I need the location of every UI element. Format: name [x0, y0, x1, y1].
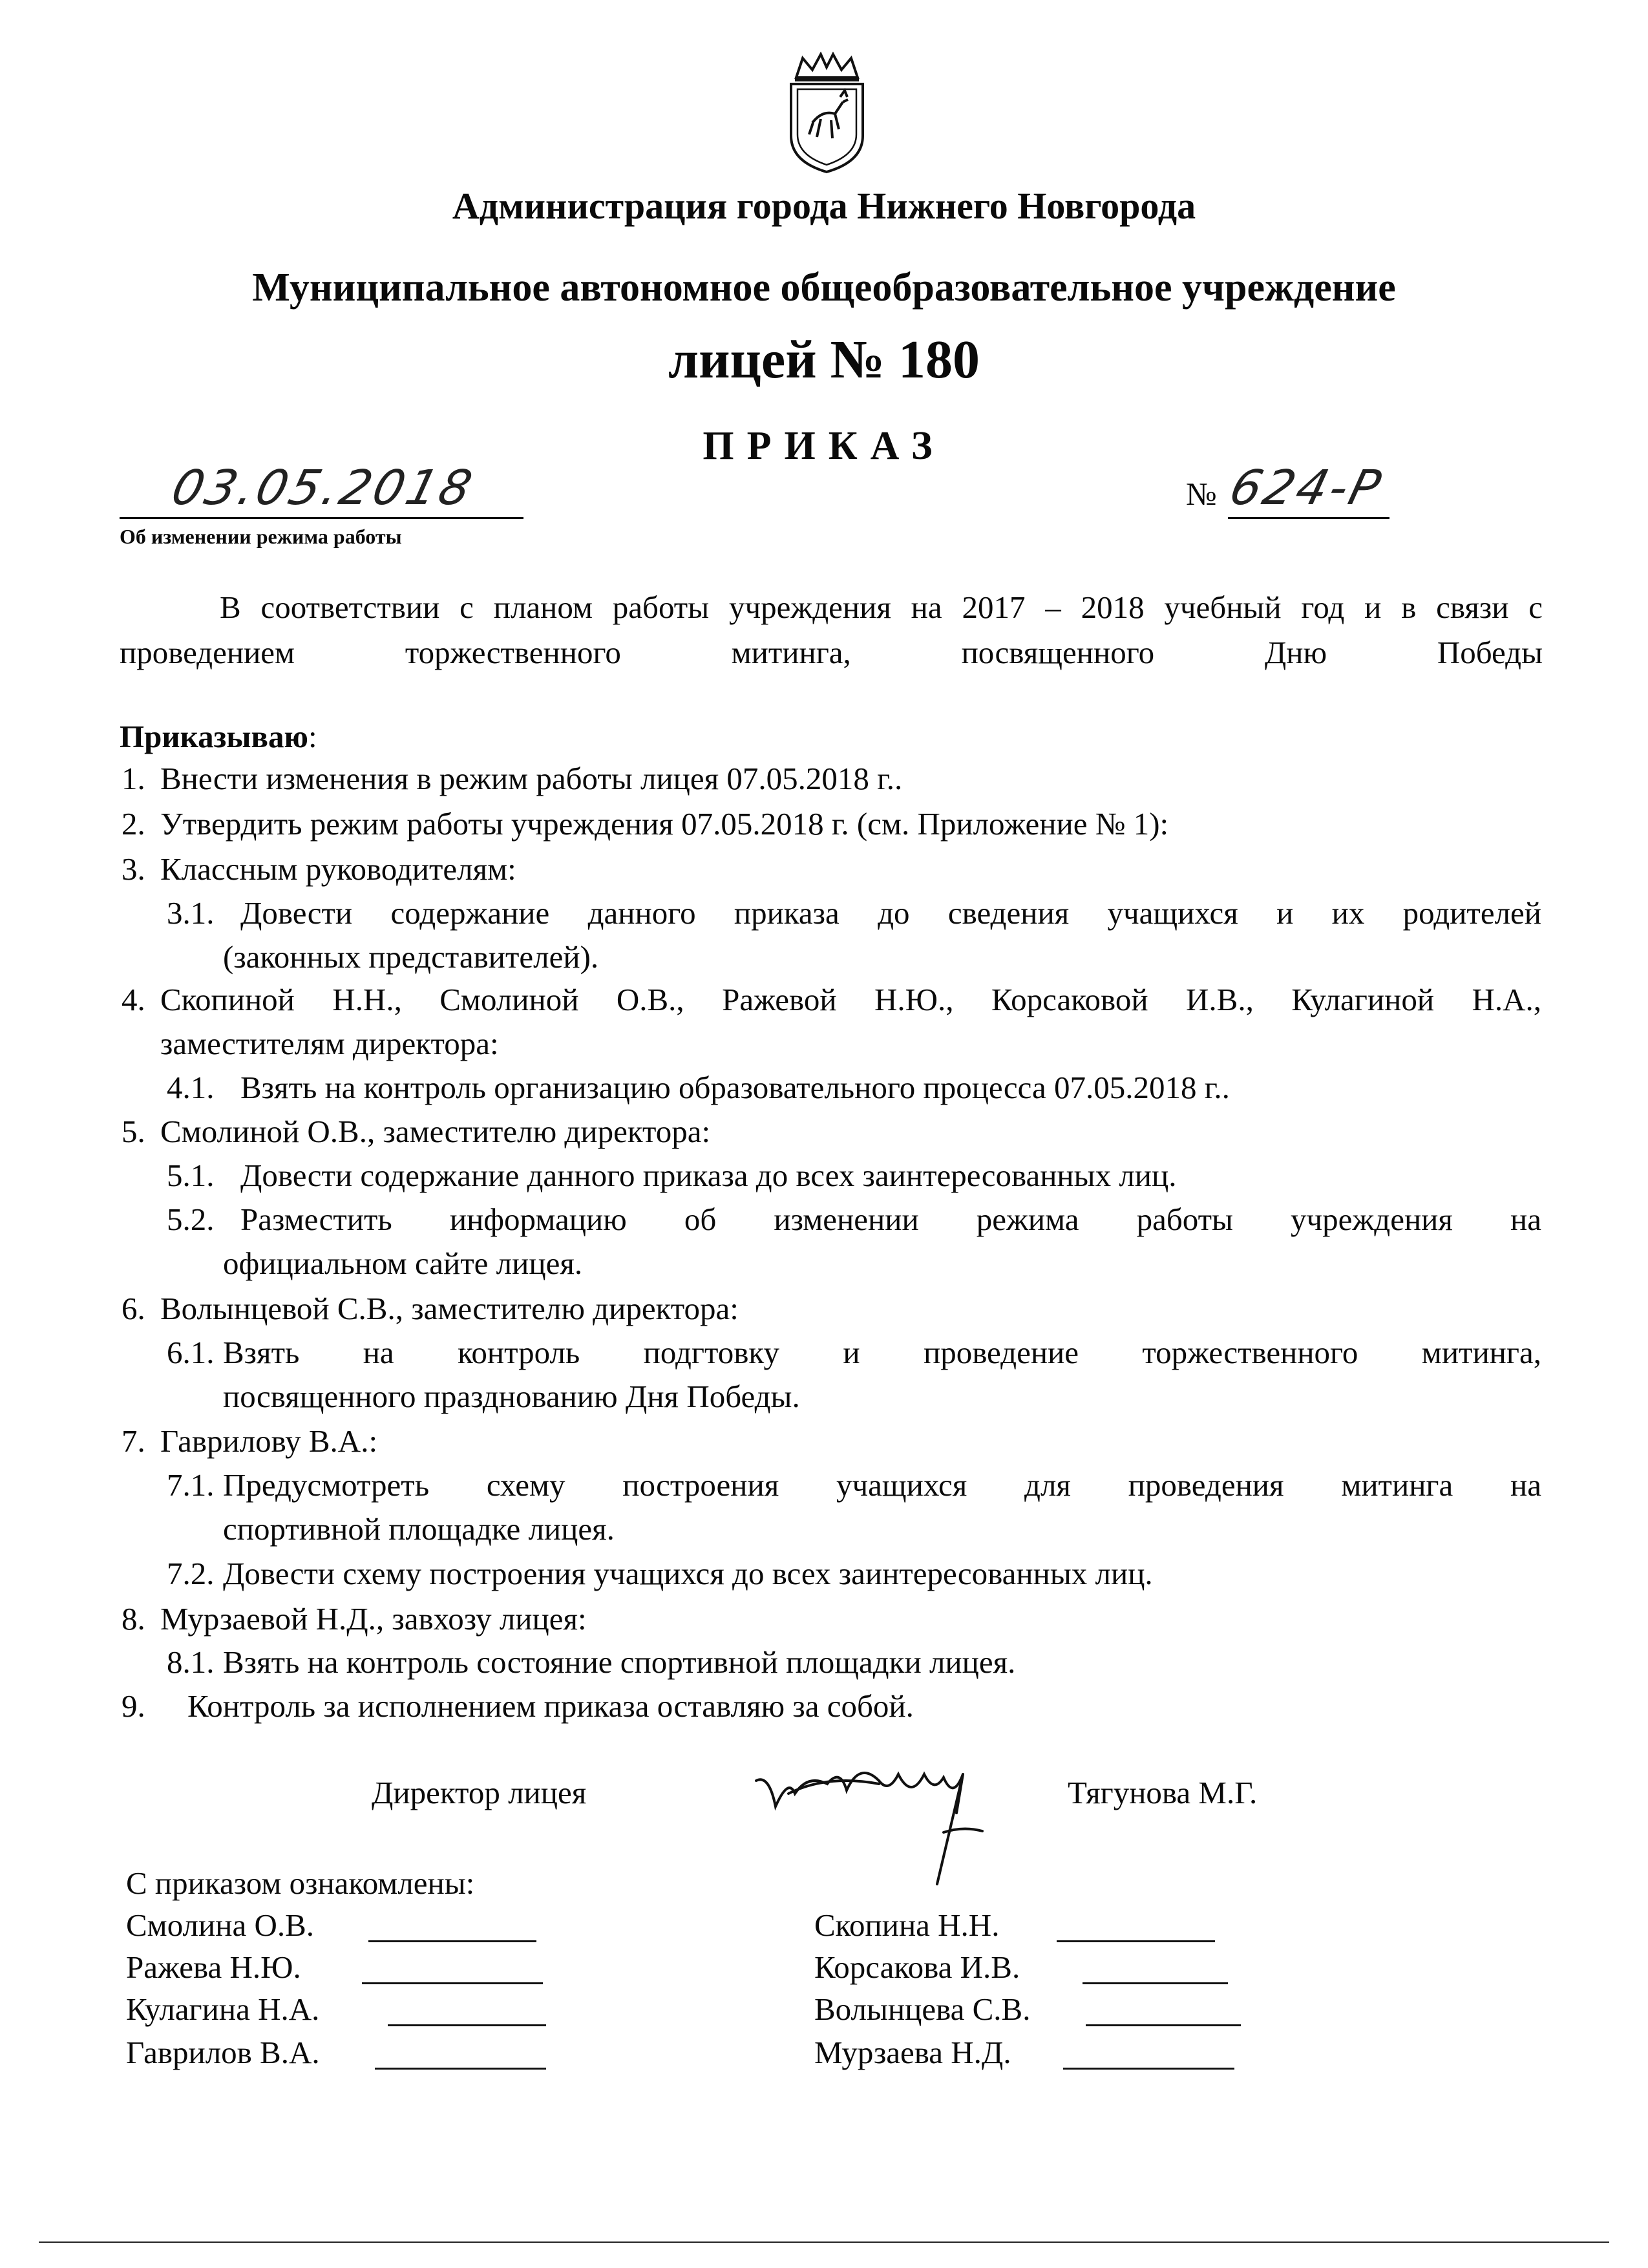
- handwritten-signature: [750, 1755, 1041, 1897]
- item-text: Мурзаевой Н.Д., завхозу лицея:: [160, 1601, 587, 1637]
- item-text: Взять на контроль состояние спортивной площадки лицея.: [223, 1644, 1016, 1680]
- page-bottom-line: [39, 2242, 1609, 2243]
- item-text: Контроль за исполнением приказа оставляю за собой.: [187, 1688, 914, 1724]
- item-number: 5.1.: [167, 1158, 215, 1193]
- item-text-continuation: заместителям директора:: [160, 1026, 499, 1061]
- signature-blank-line: [375, 2068, 546, 2070]
- item-number: 3.: [121, 851, 145, 887]
- preamble-paragraph: В соответствии с планом работы учреждения на 2017 – 2018 учебный год и в связи с проведением торжественного митинга, посвященного Дню Победы: [120, 589, 1543, 670]
- acquainted-name: Ражева Н.Ю.: [126, 1949, 301, 1985]
- order-subject: Об изменении режима работы: [120, 525, 402, 548]
- signature-blank-line: [1063, 2068, 1234, 2070]
- item-text: Внести изменения в режим работы лицея 07.05.2018 г..: [160, 761, 903, 796]
- item-number: 8.1.: [167, 1644, 215, 1680]
- item-number: 6.: [121, 1291, 145, 1326]
- item-number: 2.: [121, 806, 145, 842]
- item-text: Довести содержание данного приказа до всех заинтересованных лиц.: [240, 1158, 1177, 1193]
- item-text: Взять на контроль подгтовку и проведение торжественного митинга,: [223, 1335, 1541, 1370]
- signature-blank-line: [1083, 1982, 1228, 1984]
- number-label: №: [1186, 476, 1217, 512]
- acquainted-name: Скопина Н.Н.: [814, 1907, 1000, 1943]
- item-text: Взять на контроль организацию образовательного процесса 07.05.2018 г..: [240, 1070, 1230, 1105]
- item-text: Скопиной Н.Н., Смолиной О.В., Ражевой Н.Ю., Корсаковой И.В., Кулагиной Н.А.,: [160, 982, 1541, 1017]
- item-text: Волынцевой С.В., заместителю директора:: [160, 1291, 739, 1326]
- item-number: 3.1.: [167, 895, 215, 931]
- item-text: Разместить информацию об изменении режима работы учреждения на: [240, 1202, 1541, 1237]
- item-number: 5.: [121, 1114, 145, 1149]
- item-number: 4.1.: [167, 1070, 215, 1105]
- date-underline: [120, 517, 523, 519]
- acquainted-name: Волынцева С.В.: [814, 1991, 1031, 2027]
- signature-blank-line: [362, 1982, 543, 1984]
- item-text: Смолиной О.В., заместителю директора:: [160, 1114, 711, 1149]
- acquainted-name: Гаврилов В.А.: [126, 2035, 320, 2070]
- item-text-continuation: официальном сайте лицея.: [223, 1245, 583, 1281]
- item-number: 7.2.: [167, 1556, 215, 1591]
- signature-blank-line: [1086, 2024, 1241, 2026]
- order-heading: [120, 714, 317, 759]
- handwritten-date: 03.05.2018: [166, 460, 480, 516]
- acquainted-name: Мурзаева Н.Д.: [814, 2035, 1011, 2070]
- acquainted-name: Корсакова И.В.: [814, 1949, 1020, 1985]
- item-number: 5.2.: [167, 1202, 215, 1237]
- coat-of-arms-emblem: [783, 52, 871, 175]
- acquainted-title: С приказом ознакомлены:: [126, 1865, 475, 1901]
- item-text: Довести содержание данного приказа до сведения учащихся и их родителей: [240, 895, 1541, 931]
- item-number: 7.: [121, 1423, 145, 1459]
- item-text: Утвердить режим работы учреждения 07.05.2018 г. (см. Приложение № 1):: [160, 806, 1169, 842]
- item-number: 8.: [121, 1601, 145, 1637]
- item-number: 9.: [121, 1688, 145, 1724]
- signature-blank-line: [388, 2024, 546, 2026]
- signature-blank-line: [1057, 1940, 1215, 1942]
- item-text: Предусмотреть схему построения учащихся для проведения митинга на: [223, 1467, 1541, 1503]
- signature-blank-line: [368, 1940, 536, 1942]
- item-number: 1.: [121, 761, 145, 796]
- handwritten-number: 624-Р: [1224, 460, 1389, 516]
- administration-title: Администрация города Нижнего Новгорода: [452, 185, 1196, 227]
- acquainted-name: Кулагина Н.А.: [126, 1991, 320, 2027]
- signature-position: Директор лицея: [372, 1775, 587, 1810]
- order-word: Приказываю: [120, 719, 308, 754]
- order-colon: :: [308, 719, 317, 754]
- signature-name: Тягунова М.Г.: [1068, 1775, 1258, 1810]
- item-text-continuation: спортивной площадке лицея.: [223, 1511, 615, 1547]
- item-number: 6.1.: [167, 1335, 215, 1370]
- number-underline: [1228, 517, 1389, 519]
- item-text: Довести схему построения учащихся до всех заинтересованных лиц.: [223, 1556, 1153, 1591]
- item-text-continuation: (законных представителей).: [223, 939, 599, 975]
- institution-title: Муниципальное автономное общеобразовательное учреждение: [252, 266, 1396, 310]
- item-number: 4.: [121, 982, 145, 1017]
- item-text: Классным руководителям:: [160, 851, 516, 887]
- school-title: лицей № 180: [668, 330, 980, 390]
- item-text: Гаврилову В.А.:: [160, 1423, 378, 1459]
- document-type-title: ПРИКАЗ: [703, 424, 945, 468]
- acquainted-name: Смолина О.В.: [126, 1907, 315, 1943]
- item-number: 7.1.: [167, 1467, 215, 1503]
- item-text-continuation: посвященного празднованию Дня Победы.: [223, 1379, 800, 1414]
